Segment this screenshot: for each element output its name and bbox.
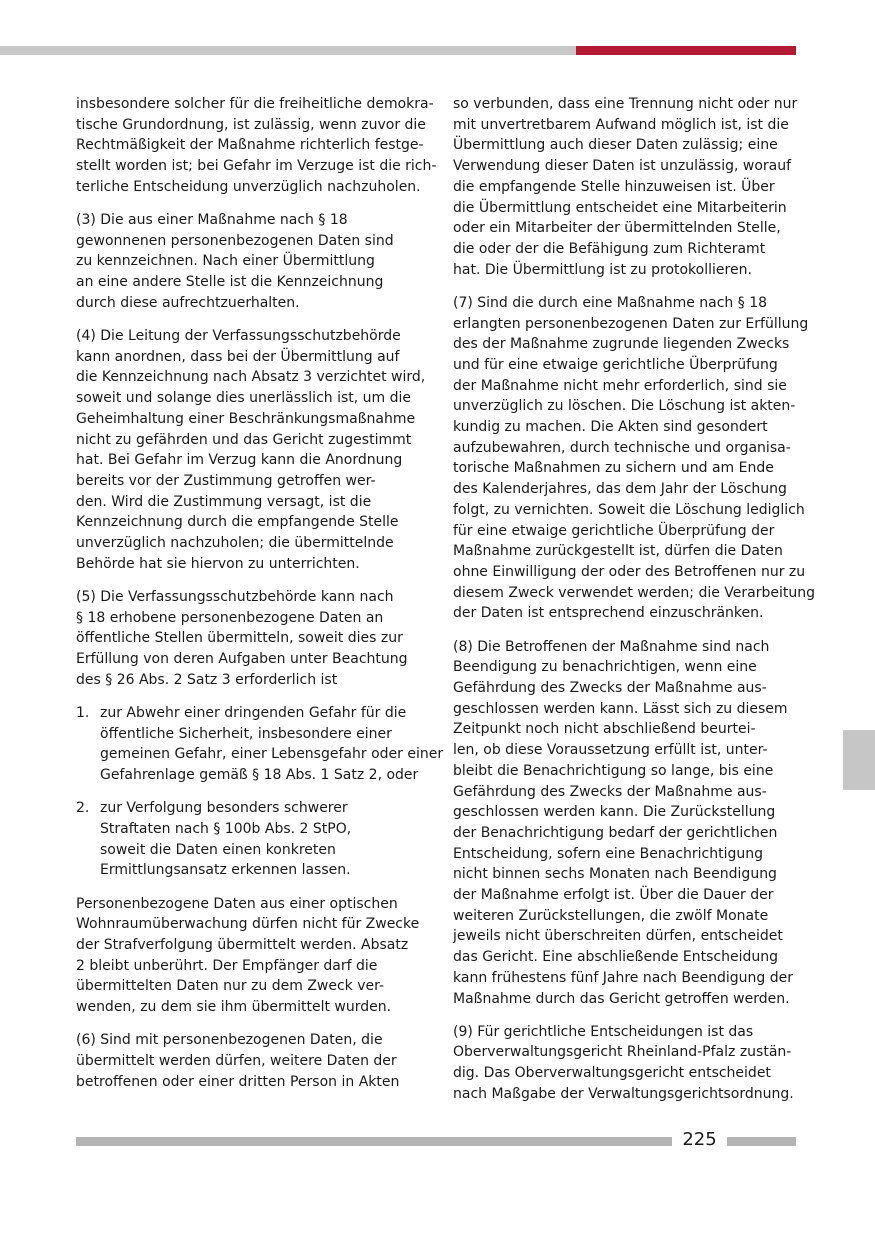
paragraph-5b <box>76 894 420 1018</box>
list-number: 1. <box>76 704 90 721</box>
text-line: (4) Die Leitung der Verfassungsschutzbehörde <box>76 328 401 345</box>
text-line: unverzüglich nachzuholen; die übermittelnde <box>76 535 394 552</box>
text-line: bereits vor der Zustimmung getroffen wer- <box>76 472 376 489</box>
text-line: der Strafverfolgung übermittelt werden. Absatz <box>76 937 409 954</box>
text-line: das Gericht. Eine abschließende Entscheidung <box>453 949 779 966</box>
text-line: zur Abwehr einer dringenden Gefahr für die <box>100 704 407 721</box>
text-line: folgt, zu vernichten. Soweit die Löschung lediglich <box>453 501 805 518</box>
text-line: Maßnahme durch das Gericht getroffen werden. <box>453 990 790 1007</box>
text-line: bleibt die Benachrichtigung so lange, bis eine <box>453 762 774 779</box>
text-line: kundig zu machen. Die Akten sind gesondert <box>453 419 768 436</box>
text-line: jeweils nicht überschreiten dürfen, entscheidet <box>453 928 783 945</box>
list-item-line <box>76 703 420 724</box>
text-line: der Maßnahme erfolgt ist. Über die Dauer der <box>453 887 774 904</box>
text-line: (6) Sind mit personenbezogenen Daten, die <box>76 1032 383 1049</box>
text-line: gemeinen Gefahr, einer Lebensgefahr oder einer <box>100 746 444 763</box>
text-line: des der Maßnahme zugrunde liegenden Zwecks <box>453 336 790 353</box>
text-line: 2 bleibt unberührt. Der Empfänger darf die <box>76 957 378 974</box>
text-line: nach Maßgabe der Verwaltungsgerichtsordnung. <box>453 1085 794 1102</box>
text-line: mit unvertretbarem Aufwand möglich ist, ist die <box>453 116 789 133</box>
text-line: geschlossen werden kann. Die Zurückstellung <box>453 804 776 821</box>
text-line: dig. Das Oberverwaltungsgericht entscheidet <box>453 1065 771 1082</box>
text-line: hat. Bei Gefahr im Verzug kann die Anordnung <box>76 452 403 469</box>
text-line: der Daten ist entsprechend einzuschränken. <box>453 605 764 622</box>
paragraph-4 <box>76 326 426 574</box>
text-line: Verwendung dieser Daten ist unzulässig, worauf <box>453 158 792 175</box>
footer-bar-right <box>727 1137 796 1146</box>
text-line: öffentliche Sicherheit, insbesondere einer <box>100 725 392 742</box>
header-bar-accent <box>576 46 796 55</box>
text-line: an eine andere Stelle ist die Kennzeichnung <box>76 274 384 291</box>
text-line: (8) Die Betroffenen der Maßnahme sind nach <box>453 638 770 655</box>
text-line: der Maßnahme nicht mehr erforderlich, sind sie <box>453 377 787 394</box>
text-line: torische Maßnahmen zu sichern und am Ende <box>453 460 774 477</box>
text-line: Rechtmäßigkeit der Maßnahme richterlich festge- <box>76 137 424 154</box>
text-line: Straftaten nach § 100b Abs. 2 StPO, <box>100 821 352 837</box>
text-line: übermittelten Daten nur zu dem Zweck ver- <box>76 978 385 995</box>
text-line: die Übermittlung entscheidet eine Mitarbeiterin <box>453 199 787 216</box>
list-item-line <box>76 798 420 819</box>
text-line: den. Wird die Zustimmung versagt, ist die <box>76 493 372 510</box>
text-line: Geheimhaltung einer Beschränkungsmaßnahme <box>76 410 416 427</box>
text-line: die empfangende Stelle hinzuweisen ist. Über <box>453 178 775 195</box>
paragraph-5 <box>76 587 420 691</box>
right-column <box>453 94 815 1117</box>
page-number: 225 <box>682 1129 717 1150</box>
text-line: Gefährdung des Zwecks der Maßnahme aus- <box>453 783 767 800</box>
text-line: Beendigung zu benachrichtigen, wenn eine <box>453 659 757 676</box>
list-item <box>76 703 444 786</box>
text-line: Gefährdung des Zwecks der Maßnahme aus- <box>453 679 767 696</box>
text-line: Maßnahme zurückgestellt ist, dürfen die Daten <box>453 543 783 560</box>
text-line: erlangten personenbezogenen Daten zur Erfüllung <box>453 315 809 332</box>
text-line: Behörde hat sie hiervon zu unterrichten. <box>76 555 360 572</box>
text-line: Erfüllung von deren Aufgaben unter Beachtung <box>76 651 408 668</box>
paragraph-6 <box>76 1030 420 1092</box>
text-line: ohne Einwilligung der oder des Betroffenen nur zu <box>453 563 806 580</box>
text-line: nicht zu gefährden und das Gericht zugestimmt <box>76 431 412 448</box>
text-line: kann frühestens fünf Jahre nach Beendigung der <box>453 969 794 986</box>
text-line: Oberverwaltungsgericht Rheinland-Pfalz zustän- <box>453 1044 792 1061</box>
paragraph-6-continued <box>453 94 798 280</box>
text-line: so verbunden, dass eine Trennung nicht oder nur <box>453 96 798 112</box>
text-line: Ermittlungsansatz erkennen lassen. <box>100 862 351 879</box>
list-number: 2. <box>76 800 90 817</box>
text-line: (3) Die aus einer Maßnahme nach § 18 <box>76 212 348 229</box>
text-line: Personenbezogene Daten aus einer optischen <box>76 895 398 912</box>
text-line: die oder der die Befähigung zum Richteramt <box>453 240 766 257</box>
text-line: § 18 erhobene personenbezogene Daten an <box>76 609 384 626</box>
text-line: zur Verfolgung besonders schwerer <box>100 800 348 817</box>
text-line: wenden, zu dem sie ihm übermittelt wurden. <box>76 999 392 1016</box>
paragraph-3 <box>76 210 420 314</box>
text-line: des Kalenderjahres, das dem Jahr der Löschung <box>453 481 787 498</box>
text-line: diesem Zweck verwendet werden; die Verarbeitung <box>453 584 815 601</box>
paragraph-7 <box>453 293 815 624</box>
text-line: (9) Für gerichtliche Entscheidungen ist das <box>453 1023 754 1040</box>
text-line: Übermittlung auch dieser Daten zulässig; eine <box>453 137 778 154</box>
text-line: kann anordnen, dass bei der Übermittlung auf <box>76 348 400 365</box>
text-line: nicht binnen sechs Monaten nach Beendigung <box>453 866 777 883</box>
left-column <box>76 94 444 1105</box>
text-line: die Kennzeichnung nach Absatz 3 verzichtet wird, <box>76 369 426 386</box>
text-line: soweit die Daten einen konkreten <box>100 841 336 858</box>
text-line: öffentliche Stellen übermitteln, soweit dies zur <box>76 630 403 647</box>
text-line: len, ob diese Voraussetzung erfüllt ist, unter- <box>453 742 768 759</box>
paragraph-8 <box>453 637 795 1010</box>
text-line: Wohnraumüberwachung dürfen nicht für Zwecke <box>76 916 420 933</box>
text-line: weiteren Zurückstellungen, die zwölf Monate <box>453 907 769 924</box>
text-line: und für eine etwaige gerichtliche Überprüfung <box>453 356 778 373</box>
text-line: hat. Die Übermittlung ist zu protokollieren. <box>453 261 752 278</box>
list-item <box>76 798 420 881</box>
text-line: übermittelt werden dürfen, weitere Daten der <box>76 1053 397 1070</box>
text-line: durch diese aufrechtzuerhalten. <box>76 294 300 311</box>
paragraph-9 <box>453 1022 795 1105</box>
text-line: terliche Entscheidung unverzüglich nachzuholen. <box>76 178 421 195</box>
text-line: stellt worden ist; bei Gefahr im Verzuge ist die rich- <box>76 158 437 175</box>
text-line: aufzubewahren, durch technische und organisa- <box>453 439 791 456</box>
footer-bar-left <box>76 1137 672 1146</box>
text-line: oder ein Mitarbeiter der übermittelnden Stelle, <box>453 220 781 237</box>
text-line: unverzüglich zu löschen. Die Löschung ist akten- <box>453 398 796 415</box>
text-line: (5) Die Verfassungsschutzbehörde kann nach <box>76 588 394 605</box>
text-line: insbesondere solcher für die freiheitliche demokra- <box>76 96 434 112</box>
text-line: für eine etwaige gerichtliche Überprüfung der <box>453 522 775 539</box>
text-line: gewonnenen personenbezogenen Daten sind <box>76 232 394 249</box>
header-bar-gray <box>0 46 576 55</box>
text-line: geschlossen werden kann. Lässt sich zu diesem <box>453 700 788 717</box>
text-line: zu kennzeichnen. Nach einer Übermittlung <box>76 253 375 270</box>
text-line: Entscheidung, sofern eine Benachrichtigung <box>453 845 764 862</box>
text-line: Zeitpunkt noch nicht abschließend beurtei- <box>453 721 756 738</box>
text-line: tische Grundordnung, ist zulässig, wenn zuvor die <box>76 116 426 133</box>
text-line: Kennzeichnung durch die empfangende Stelle <box>76 514 399 531</box>
text-line: der Benachrichtigung bedarf der gerichtlichen <box>453 824 778 841</box>
text-line: soweit und solange dies unerlässlich ist, um die <box>76 390 412 407</box>
text-line: betroffenen oder einer dritten Person in Akten <box>76 1073 400 1090</box>
text-line: (7) Sind die durch eine Maßnahme nach § 18 <box>453 294 768 311</box>
paragraph-continued <box>76 94 437 198</box>
text-line: des § 26 Abs. 2 Satz 3 erforderlich ist <box>76 671 338 688</box>
chapter-side-tab <box>843 730 875 790</box>
text-line: Gefahrenlage gemäß § 18 Abs. 1 Satz 2, oder <box>100 767 419 784</box>
